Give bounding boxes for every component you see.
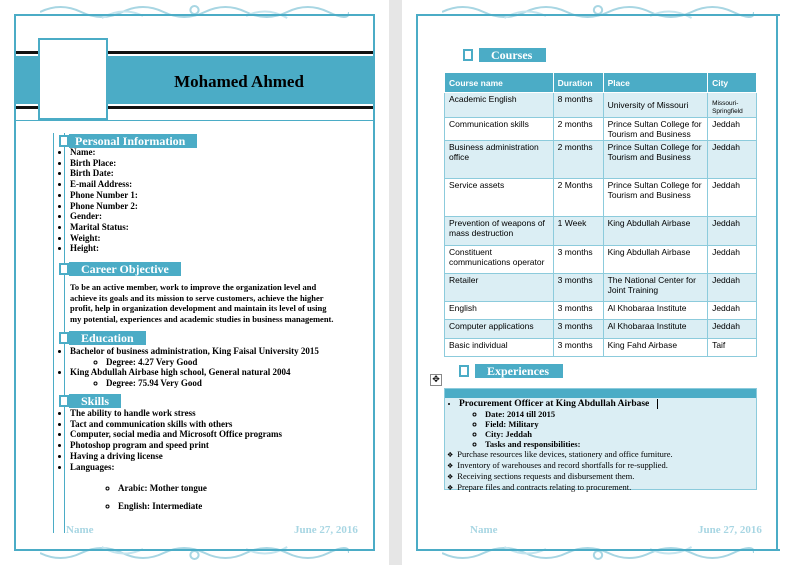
list-item: • Marital Status: <box>70 222 138 233</box>
table-cell: Constituent communications operator <box>445 246 554 274</box>
courses-table <box>444 72 757 357</box>
education-title: Bachelor of business administration, King Faisal University 2015 <box>70 346 319 356</box>
experience-box <box>444 388 757 493</box>
table-row <box>445 320 757 339</box>
table-cell: Jeddah <box>708 141 757 179</box>
footer-date: June 27, 2016 <box>698 524 762 536</box>
diamond-bullet-icon: ❖ <box>447 451 454 460</box>
list-item: • Height: <box>70 243 138 254</box>
experience-list <box>449 399 749 449</box>
section-career-objective <box>59 262 181 276</box>
table-cell: Jeddah <box>708 246 757 274</box>
experience-detail: ◦ Date: 2014 till 2015 <box>485 409 749 419</box>
list-item: • Phone Number 1: <box>70 190 138 201</box>
table-cell: Jeddah <box>708 179 757 217</box>
footer-ornament <box>40 543 349 563</box>
list-item: • Phone Number 2: <box>70 201 138 212</box>
table-row <box>445 93 757 118</box>
list-item: • E-mail Address: <box>70 179 138 190</box>
text-cursor <box>657 399 658 409</box>
section-education <box>59 331 146 345</box>
page-border-top <box>14 14 375 16</box>
list-item <box>459 399 749 449</box>
table-cell: 1 Week <box>553 217 603 246</box>
task-text: Prepare files and contracts relating to procurement. <box>457 482 632 493</box>
section-title: Experiences <box>475 364 563 378</box>
section-marker <box>463 49 473 61</box>
table-cell: Taif <box>708 339 757 357</box>
table-cell: King Fahd Airbase <box>603 339 707 357</box>
personal-info-list <box>60 147 138 254</box>
table-row <box>445 217 757 246</box>
list-item: • Birth Date: <box>70 168 138 179</box>
table-cell: Basic individual <box>445 339 554 357</box>
section-personal-info <box>59 134 197 148</box>
table-cell: Academic English <box>445 93 554 118</box>
table-row <box>445 118 757 141</box>
column-header: Course name <box>445 73 554 93</box>
task-list <box>447 449 758 493</box>
section-experiences <box>459 364 563 378</box>
education-degree: ◦ Degree: 75.94 Very Good <box>106 378 360 389</box>
career-objective-text: To be an active member, work to improve the organization level and achieve its goals and its mission to serve customers, achieve the higher profit, help in organization development and maintain its level of using my potential, experiences and academic studies in business management. <box>70 282 334 324</box>
table-row <box>445 246 757 274</box>
table-cell: 2 months <box>553 141 603 179</box>
table-row <box>445 339 757 357</box>
table-cell: University of Missouri <box>603 93 707 118</box>
footer-ornament <box>442 543 754 563</box>
list-item: ◦ Arabic: Mother tongue <box>118 479 207 497</box>
table-cell: Jeddah <box>708 274 757 302</box>
education-list <box>60 346 360 389</box>
table-cell: Communication skills <box>445 118 554 141</box>
section-marker <box>459 365 469 377</box>
education-degree: ◦ Degree: 4.27 Very Good <box>106 357 360 368</box>
list-item: • The ability to handle work stress <box>70 408 360 419</box>
page-border-right <box>776 14 778 551</box>
list-item: • Birth Place: <box>70 158 138 169</box>
diamond-bullet-icon: ❖ <box>447 473 454 482</box>
page-border-bottom <box>14 549 375 551</box>
experience-detail: ◦ Tasks and responsibilities: <box>485 439 749 449</box>
table-cell: King Abdullah Airbase <box>603 217 707 246</box>
section-marker <box>59 263 69 275</box>
section-title: Personal Information <box>69 134 197 148</box>
table-cell: Service assets <box>445 179 554 217</box>
photo-frame <box>38 38 108 120</box>
table-cell: 3 months <box>553 302 603 320</box>
section-title: Career Objective <box>69 262 181 276</box>
diamond-bullet-icon: ❖ <box>447 484 454 493</box>
table-row <box>445 179 757 217</box>
list-item: • Photoshop program and speed print <box>70 440 360 451</box>
table-cell: Prince Sultan College for Tourism and Business <box>603 141 707 179</box>
diamond-bullet-icon: ❖ <box>447 462 454 471</box>
experience-header-bar <box>445 389 756 398</box>
table-cell: Prince Sultan College for Tourism and Business <box>603 118 707 141</box>
table-cell: 8 months <box>553 93 603 118</box>
header-ornament <box>40 2 349 22</box>
column-header: Place <box>603 73 707 93</box>
list-item: • Computer, social media and Microsoft Office programs <box>70 429 360 440</box>
list-item <box>70 346 360 367</box>
table-header-row <box>445 73 757 93</box>
list-item <box>447 460 758 471</box>
table-cell: Prevention of weapons of mass destruction <box>445 217 554 246</box>
accent-line-left <box>53 133 54 533</box>
page-border-right <box>373 14 375 551</box>
section-title: Education <box>69 331 146 345</box>
task-text: Receiving sections requests and disbursement them. <box>457 471 635 482</box>
list-item: ◦ English: Intermediate <box>118 497 207 515</box>
section-title: Courses <box>479 48 546 62</box>
section-marker <box>59 395 69 407</box>
list-item <box>447 482 758 493</box>
table-cell: Computer applications <box>445 320 554 339</box>
languages-list <box>94 479 207 515</box>
section-marker <box>59 332 69 344</box>
table-cell: Jeddah <box>708 217 757 246</box>
header-thin-rule <box>16 120 373 121</box>
table-cell: Jeddah <box>708 302 757 320</box>
column-header: Duration <box>553 73 603 93</box>
table-cell: Jeddah <box>708 320 757 339</box>
table-row <box>445 302 757 320</box>
table-cell: Retailer <box>445 274 554 302</box>
list-item: • Tact and communication skills with others <box>70 419 360 430</box>
page-border-top <box>416 14 780 16</box>
table-cell: Missouri-Springfield <box>708 93 757 118</box>
column-header: City <box>708 73 757 93</box>
list-item <box>70 367 360 388</box>
page-border-bottom <box>416 549 780 551</box>
experience-detail: ◦ Field: Military <box>485 419 749 429</box>
section-courses <box>463 48 546 62</box>
list-item <box>447 471 758 482</box>
table-cell: The National Center for Joint Training <box>603 274 707 302</box>
list-item: • Weight: <box>70 233 138 244</box>
table-cell: English <box>445 302 554 320</box>
table-cell: 3 months <box>553 274 603 302</box>
table-row <box>445 141 757 179</box>
list-item <box>447 449 758 460</box>
table-cell: Business administration office <box>445 141 554 179</box>
experience-detail: ◦ City: Jeddah <box>485 429 749 439</box>
table-cell: Jeddah <box>708 118 757 141</box>
cv-page-2 <box>402 0 794 565</box>
list-item: • Having a driving license <box>70 451 360 462</box>
skills-list <box>60 408 360 472</box>
candidate-name: Mohamed Ahmed <box>174 72 304 91</box>
table-cell: Al Khobaraa Institute <box>603 320 707 339</box>
task-text: Purchase resources like devices, stationery and office furniture. <box>457 449 673 460</box>
table-cell: 3 months <box>553 320 603 339</box>
table-move-handle-icon[interactable]: ✥ <box>430 374 442 386</box>
page-border-left <box>416 14 418 551</box>
table-row <box>445 274 757 302</box>
task-text: Inventory of warehouses and record shortfalls for re-supplied. <box>457 460 668 471</box>
section-marker <box>59 135 69 147</box>
section-skills <box>59 394 121 408</box>
cv-page-1 <box>0 0 389 565</box>
header-ornament <box>442 2 754 22</box>
table-cell: 2 Months <box>553 179 603 217</box>
section-title: Skills <box>69 394 121 408</box>
table-cell: King Abdullah Airbase <box>603 246 707 274</box>
table-cell: 3 months <box>553 246 603 274</box>
table-cell: 3 months <box>553 339 603 357</box>
list-item: • Name: <box>70 147 138 158</box>
list-item: • Gender: <box>70 211 138 222</box>
footer-date: June 27, 2016 <box>294 524 358 536</box>
education-title: King Abdullah Airbase high school, General natural 2004 <box>70 367 291 378</box>
table-cell: Al Khobaraa Institute <box>603 302 707 320</box>
footer-name: Name <box>470 524 498 536</box>
experience-title: Procurement Officer at King Abdullah Airbase <box>459 399 650 410</box>
table-cell: Prince Sultan College for Tourism and Business <box>603 179 707 217</box>
list-item: • Languages: <box>70 462 360 473</box>
table-cell: 2 months <box>553 118 603 141</box>
footer-name: Name <box>66 524 94 536</box>
